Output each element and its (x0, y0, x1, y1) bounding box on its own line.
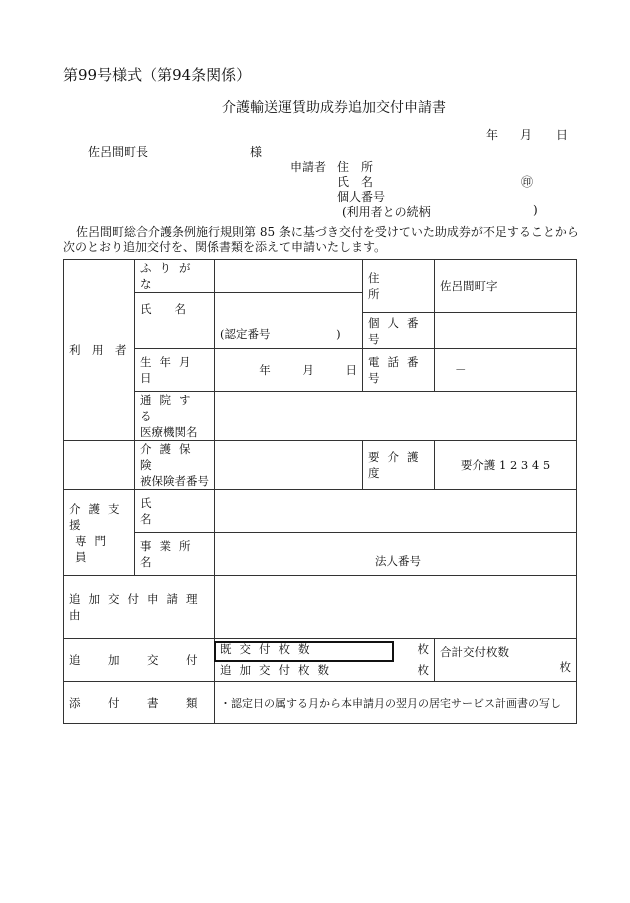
total-count-cell[interactable] (435, 639, 577, 682)
clinic-field[interactable] (215, 392, 577, 441)
date-month: 月 (520, 128, 533, 142)
additional-count-box[interactable] (214, 641, 394, 662)
care-level-field[interactable] (435, 441, 577, 490)
personal-number-label: 個人番号 (363, 313, 435, 349)
applicant-label: 申請者 (290, 160, 327, 174)
applicant-address-label: 住 所 (337, 160, 374, 174)
address-label: 住 所 (363, 260, 435, 313)
additional-count-label: 追加交付枚数 (220, 663, 337, 677)
form-number: 第99号様式（第94条関係） (63, 66, 252, 84)
reason-field[interactable] (215, 576, 577, 639)
clinic-label: 通院する 医療機関名 (135, 392, 215, 441)
issued-count-label: 既交付枚数 (220, 642, 318, 656)
date-year: 年 (486, 128, 499, 142)
additional-issue-label: 追 加 交 付 (64, 639, 215, 682)
corporate-number-label: 法人番号 (375, 554, 421, 568)
care-level-label: 要介護度 (363, 441, 435, 490)
phone-field[interactable] (435, 349, 577, 392)
addressee-honorific: 様 (250, 145, 263, 159)
user-group-spacer (64, 441, 135, 490)
cert-number-prefix: (認定番号 (220, 327, 271, 341)
applicant-relationship-close: ) (533, 203, 538, 217)
birthdate-label: 生年月日 (135, 349, 215, 392)
office-field[interactable] (215, 533, 577, 576)
reason-label: 追加交付申請理由 (64, 576, 215, 639)
intro-line-1: 佐呂間町総合介護条例施行規則第 85 条に基づき交付を受けていた助成券が不足することから (76, 225, 579, 239)
care-level-options: 要介護 1 2 3 4 5 (460, 458, 551, 472)
issued-count-unit: 枚 (417, 642, 429, 656)
cert-number-suffix: ) (336, 327, 341, 341)
birth-day: 日 (345, 363, 357, 377)
addressee-name: 佐呂間町長 (88, 145, 149, 159)
furigana-label: ふりがな (135, 260, 215, 293)
care-manager-label: 介護支援 専門員 (64, 490, 135, 576)
seal-mark: ㊞ (521, 175, 534, 189)
office-label: 事業所名 (135, 533, 215, 576)
personal-number-field[interactable] (435, 313, 577, 349)
attachment-value: ・認定日の属する月から本申請月の翌月の居宅サービス計画書の写し (220, 696, 561, 710)
furigana-field[interactable] (215, 260, 363, 293)
phone-dash: － (455, 363, 467, 377)
care-manager-name-label: 氏 名 (135, 490, 215, 533)
user-name-label: 氏 名 (135, 293, 215, 349)
insured-number-label: 介護保険 被保険者番号 (135, 441, 215, 490)
attachment-label: 添 付 書 類 (64, 682, 215, 724)
attachment-field (215, 682, 577, 724)
total-count-unit: 枚 (559, 660, 571, 674)
user-group-label: 利 用 者 (64, 260, 135, 441)
birth-month: 月 (302, 363, 314, 377)
care-manager-name-field[interactable] (215, 490, 577, 533)
intro-line-2: 次のとおり追加交付を、関係書類を添えて申請いたします。 (63, 240, 387, 254)
applicant-relationship-label: (利用者との続柄 (342, 205, 431, 219)
additional-count-unit: 枚 (417, 663, 429, 677)
user-name-field[interactable] (215, 293, 363, 349)
total-count-label: 合計交付枚数 (440, 645, 509, 659)
date-day: 日 (556, 128, 569, 142)
address-value: 佐呂間町字 (440, 279, 498, 293)
birth-year: 年 (259, 363, 271, 377)
form-title: 介護輸送運賃助成券追加交付申請書 (222, 100, 446, 116)
applicant-name-label: 氏 名 (337, 175, 374, 189)
address-field[interactable] (435, 260, 577, 313)
birthdate-field[interactable] (215, 349, 363, 392)
applicant-personal-number-label: 個人番号 (337, 190, 386, 204)
insured-number-field[interactable] (215, 441, 363, 490)
phone-label: 電話番号 (363, 349, 435, 392)
